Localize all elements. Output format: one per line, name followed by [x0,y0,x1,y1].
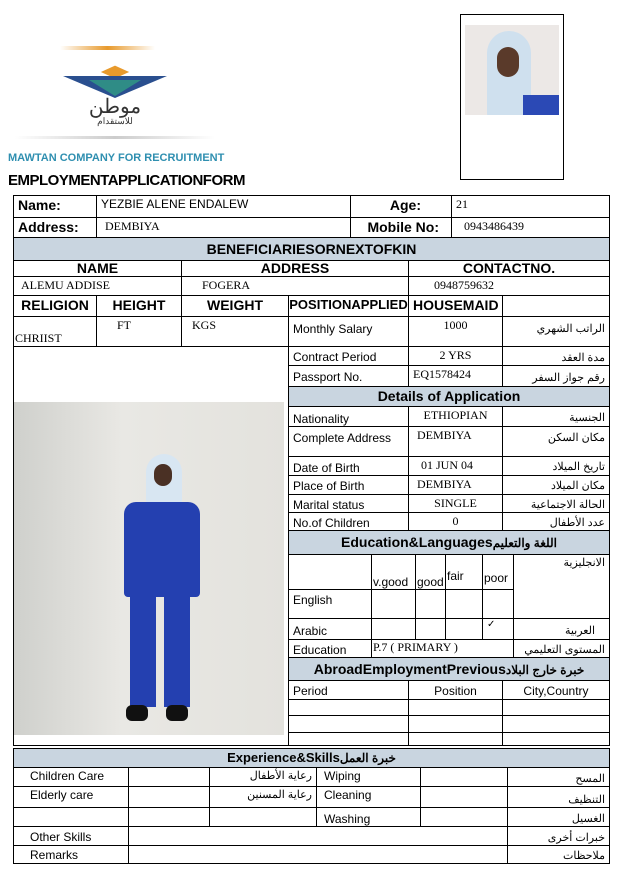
english-good[interactable] [415,589,446,619]
wiping-value[interactable] [420,767,508,787]
weight-header: WEIGHT [181,295,289,317]
nationality-ar: الجنسية [502,406,610,427]
english-poor[interactable] [482,589,514,619]
wiping-ar: المسح [507,767,610,787]
passport-photo [465,25,559,115]
abroad-row-cell[interactable] [502,715,610,733]
company-name: MAWTAN COMPANY FOR RECRUITMENT [8,152,225,164]
level-good: good [415,554,446,590]
logo-text: موطن [88,96,142,118]
level-vgood: v.good [371,554,416,590]
abroad-row-cell[interactable] [502,699,610,716]
elderly-care-ar: رعاية المسنين [209,786,317,808]
abroad-row-cell[interactable] [288,715,409,733]
kin-name-header: NAME [13,260,182,277]
education-title: Education&Languages [341,534,493,550]
passport-value: EQ1578424 [408,365,503,387]
elderly-care-value[interactable] [128,786,210,808]
other-skills-ar: خبرات أخرى [507,826,610,846]
children-ar: عدد الأطفال [502,512,610,531]
english-fair[interactable] [445,589,483,619]
education-label: Education [288,639,372,658]
details-header: Details of Application [288,386,610,407]
address-value: DEMBIYA [96,217,351,238]
monthly-salary-ar: الراتب الشهري [502,316,610,347]
kin-address-header: ADDRESS [181,260,409,277]
address-label: Address: [13,217,97,238]
skills-header [13,748,610,768]
remarks-value[interactable] [128,845,508,864]
name-value: YEZBIE ALENE ENDALEW [96,195,351,218]
religion-header: RELIGION [13,295,97,317]
arabic-good[interactable] [415,618,446,640]
abroad-period-header: Period [288,680,409,700]
abroad-row-cell[interactable] [408,732,503,746]
age-value: 21 [451,195,610,218]
skills-title-ar: خبرة العمل [339,751,396,765]
arabic-label: Arabic [288,618,372,640]
contract-period-label: Contract Period [288,346,409,366]
mobile-label: Mobile No: [350,217,452,238]
blank-cell [13,807,129,827]
other-skills-value[interactable] [128,826,508,846]
washing-value[interactable] [420,807,508,827]
arabic-vgood[interactable] [371,618,416,640]
pob-ar: مكان الميلاد [502,475,610,495]
level-fair: fair [445,554,483,590]
children-label: No.of Children [288,512,409,531]
mobile-value: 0943486439 [451,217,610,238]
education-title-ar: اللغة والتعليم [492,536,557,550]
dob-label: Date of Birth [288,456,409,476]
children-care-label: Children Care [13,767,129,787]
remarks-ar: ملاحظات [507,845,610,864]
contract-period-value: 2 YRS [408,346,503,366]
beneficiaries-header: BENEFICIARIESORNEXTOFKIN [13,237,610,261]
passport-ar: رقم جواز السفر [502,365,610,387]
height-header: HEIGHT [96,295,182,317]
kin-contact: 0948759632 [408,276,610,296]
complete-address-value: DEMBIYA [408,426,503,457]
cleaning-value[interactable] [420,786,508,808]
monthly-salary-value: 1000 [408,316,503,347]
pob-value: DEMBIYA [408,475,503,495]
education-header [288,530,610,555]
abroad-row-cell[interactable] [408,715,503,733]
washing-ar: الغسيل [507,807,610,827]
washing-label: Washing [316,807,421,827]
complete-address-label: Complete Address [288,426,409,457]
remarks-label: Remarks [13,845,129,864]
marital-label: Marital status [288,494,409,513]
kin-contact-header: CONTACTNO. [408,260,610,277]
logo-subtext: للاستقدام [97,116,133,126]
children-care-value[interactable] [128,767,210,787]
passport-label: Passport No. [288,365,409,387]
blank-cell [502,295,610,317]
children-value: 0 [408,512,503,531]
kin-address: FOGERA [181,276,409,296]
lang-blank [288,554,372,590]
blank-cell [209,807,317,827]
contract-period-ar: مدة العقد [502,346,610,366]
weight-value: KGS [181,316,289,347]
form-title: EMPLOYMENTAPPLICATIONFORM [8,172,245,189]
wiping-label: Wiping [316,767,421,787]
position-header: POSITIONAPPLIED [288,295,409,317]
abroad-row-cell[interactable] [288,699,409,716]
company-logo [45,42,185,142]
age-label: Age: [350,195,452,218]
pob-label: Place of Birth [288,475,409,495]
english-vgood[interactable] [371,589,416,619]
english-ar: الانجليزية [513,554,610,619]
education-ar: المستوى التعليمي [513,639,610,658]
marital-value: SINGLE [408,494,503,513]
height-value: FT [96,316,182,347]
arabic-fair[interactable] [445,618,483,640]
nationality-value: ETHIOPIAN [408,406,503,427]
dob-ar: تاريخ الميلاد [502,456,610,476]
cleaning-ar: التنظيف [507,786,610,808]
blank-cell [128,807,210,827]
children-care-ar: رعاية الأطفال [209,767,317,787]
abroad-row-cell[interactable] [502,732,610,746]
kin-name: ALEMU ADDISE [13,276,182,296]
skills-title: Experience&Skills [227,750,340,765]
english-label: English [288,589,372,619]
monthly-salary-label: Monthly Salary [288,316,409,347]
passport-photo-frame [460,14,564,180]
abroad-row-cell[interactable] [288,732,409,746]
cleaning-label: Cleaning [316,786,421,808]
name-label: Name: [13,195,97,218]
elderly-care-label: Elderly care [13,786,129,808]
abroad-header [288,657,610,681]
other-skills-label: Other Skills [13,826,129,846]
nationality-label: Nationality [288,406,409,427]
abroad-title: AbroadEmploymentPrevious [313,661,506,677]
complete-address-ar: مكان السكن [502,426,610,457]
abroad-city-header: City,Country [502,680,610,700]
religion-value: CHRIIST [13,316,97,347]
abroad-row-cell[interactable] [408,699,503,716]
position-value: HOUSEMAID [408,295,503,317]
dob-value: 01 JUN 04 [408,456,503,476]
marital-ar: الحالة الاجتماعية [502,494,610,513]
abroad-position-header: Position [408,680,503,700]
education-value: P.7 ( PRIMARY ) [371,639,514,658]
arabic-ar: العربية [513,618,610,640]
arabic-poor-check-icon[interactable]: ✓ [482,618,514,640]
full-body-photo [14,402,284,735]
level-poor: poor [482,554,514,590]
abroad-title-ar: خبرة خارج البلاد [505,663,585,677]
